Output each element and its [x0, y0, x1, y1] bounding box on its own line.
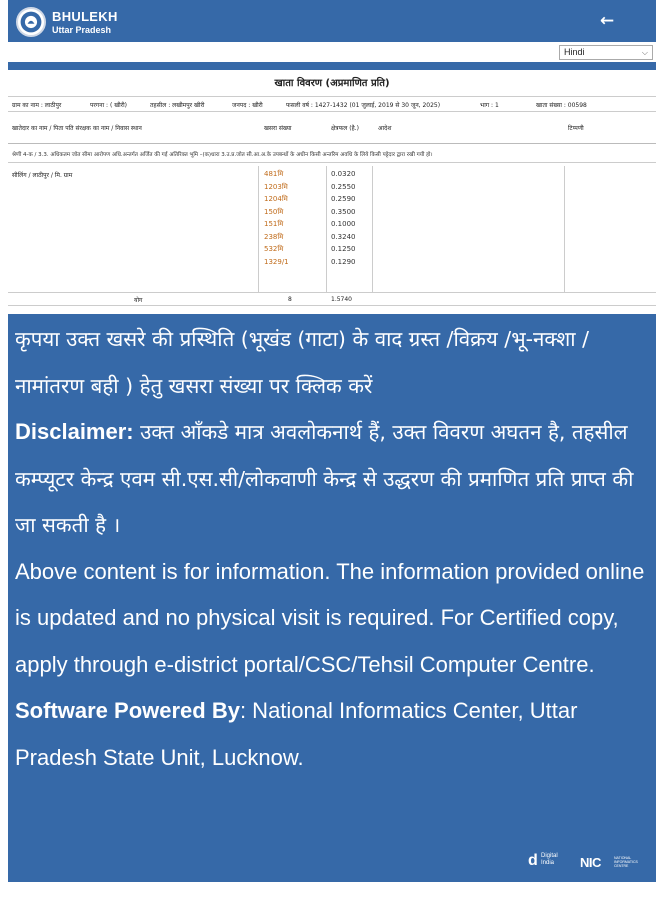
- table-header: [8, 118, 656, 144]
- meta-pargana: परगना : ( खीरी): [90, 102, 128, 109]
- disclaimer-hindi: उक्त आँकडे मात्र अवलोकनार्थ हैं, उक्त विवरण अघतन है, तहसील कम्प्यूटर केन्द्र एवम सी.एस.सी/लोकवाणी केन्द्र से उद्धरण की प्रमाणित प्रति प्राप्त की जा सकती है ।: [15, 420, 634, 537]
- meta-khata: खाता संख्या : 00598: [536, 102, 587, 109]
- nic-label: NATIONAL INFORMATICS CENTRE: [614, 856, 638, 868]
- divider: [8, 162, 656, 163]
- category-note: श्रेणी 4-क / 3.3. अधिकतम जोत सीमा आरोपण अधि.अन्तर्गत अर्जित की गई अतिरिक्त भूमि –(क)धारा 3.उ.प्र.जोत सी.आ.अ.के उपबन्धों के अधीन किसी अन्तरिम अवधि के लिये किसी पट्टेदार द्वारा रखी गयी हो।: [12, 152, 433, 158]
- area-value: 0.2590: [331, 195, 356, 203]
- chevron-down-icon: ⌵: [641, 48, 648, 57]
- language-select[interactable]: [559, 45, 653, 60]
- powered-label: Software Powered By: [15, 698, 240, 723]
- total-row: [8, 292, 656, 306]
- app-header: [8, 0, 656, 42]
- digital-india-label: Digital India: [541, 853, 558, 866]
- header-owner: खातेदार का नाम / पिता पति संरक्षक का नाम / निवास स्थान: [12, 125, 142, 132]
- header-area: क्षेत्रफल (है.): [331, 125, 359, 132]
- meta-part: भाग : 1: [480, 102, 499, 109]
- area-list: [331, 170, 356, 270]
- language-bar: [8, 42, 656, 62]
- meta-village: ग्राम का नाम : लाठीपुर: [12, 102, 62, 109]
- disclaimer-block: [15, 409, 649, 549]
- area-value: 0.1000: [331, 220, 356, 228]
- app-frame: [8, 0, 656, 882]
- khasra-link[interactable]: 238मि: [264, 232, 284, 241]
- digital-india-logo: [528, 850, 566, 872]
- area-value: 0.1250: [331, 245, 356, 253]
- hindi-instruction: कृपया उक्त खसरे की प्रस्थिति (भूखंड (गाटा) के वाद ग्रस्त /विक्रय /भू-नक्शा / नामांतरण बही ) हेतु खसरा संख्या पर क्लिक करें: [15, 327, 590, 398]
- disclaimer-label: Disclaimer:: [15, 419, 134, 444]
- area-value: 0.0320: [331, 170, 356, 178]
- meta-district: जनपद : खीरी: [232, 102, 263, 109]
- khasra-list: [264, 170, 289, 270]
- area-value: 0.3500: [331, 207, 356, 216]
- total-area: 1.5740: [331, 296, 352, 303]
- divider: [258, 166, 259, 292]
- area-value: 0.3240: [331, 232, 356, 241]
- khasra-link[interactable]: 481मि: [264, 170, 284, 178]
- nic-logo: [580, 855, 650, 871]
- divider: [326, 166, 327, 292]
- meta-fasli: फसली वर्ष : 1427-1432 (01 जुलाई, 2019 से 30 जून, 2025): [286, 102, 441, 109]
- total-count: 8: [288, 296, 292, 303]
- divider: [564, 166, 565, 292]
- khasra-link[interactable]: 1329/1: [264, 257, 289, 266]
- area-value: 0.1290: [331, 257, 356, 266]
- nic-mark: NIC: [580, 855, 601, 870]
- back-arrow-icon[interactable]: ←: [599, 11, 615, 31]
- notice-panel: [15, 316, 649, 781]
- brand-subtitle: Uttar Pradesh: [52, 25, 112, 35]
- area-value: 0.2550: [331, 182, 356, 191]
- khasra-link[interactable]: 151मि: [264, 220, 284, 228]
- khasra-link[interactable]: 150मि: [264, 207, 284, 216]
- header-remark: टिप्पणी: [568, 125, 584, 132]
- header-order: आदेश: [378, 125, 392, 132]
- khasra-link[interactable]: 1203मि: [264, 182, 288, 191]
- header-khasra: खसरा संख्या: [264, 125, 292, 132]
- up-emblem-icon: [16, 7, 46, 37]
- powered-text: : National Informatics Center, Uttar Pradesh State Unit, Lucknow.: [15, 698, 578, 770]
- total-label: योग: [134, 297, 143, 304]
- footer-logos: [528, 850, 648, 874]
- khata-document: [8, 70, 656, 314]
- powered-by: [15, 688, 649, 781]
- divider: [372, 166, 373, 292]
- khasra-link[interactable]: 532मि: [264, 245, 284, 253]
- document-meta: [8, 96, 656, 112]
- language-selected-value: Hindi: [564, 47, 585, 57]
- khasra-link[interactable]: 1204मि: [264, 195, 288, 203]
- english-disclaimer: Above content is for information. The information provided online is updated and no physical visit is required. For Certified copy, apply through e-district portal/CSC/Tehsil Computer Centre.: [15, 558, 645, 677]
- brand-title: BHULEKH: [52, 9, 118, 24]
- meta-tehsil: तहसील : लखीमपुर खीरी: [150, 102, 205, 109]
- document-title: खाता विवरण (अप्रमाणित प्रति): [274, 78, 390, 89]
- digital-india-icon: d: [528, 852, 538, 869]
- owner-cell: सीलिंग / लाठीपुर / मि. ग्राम: [12, 172, 73, 179]
